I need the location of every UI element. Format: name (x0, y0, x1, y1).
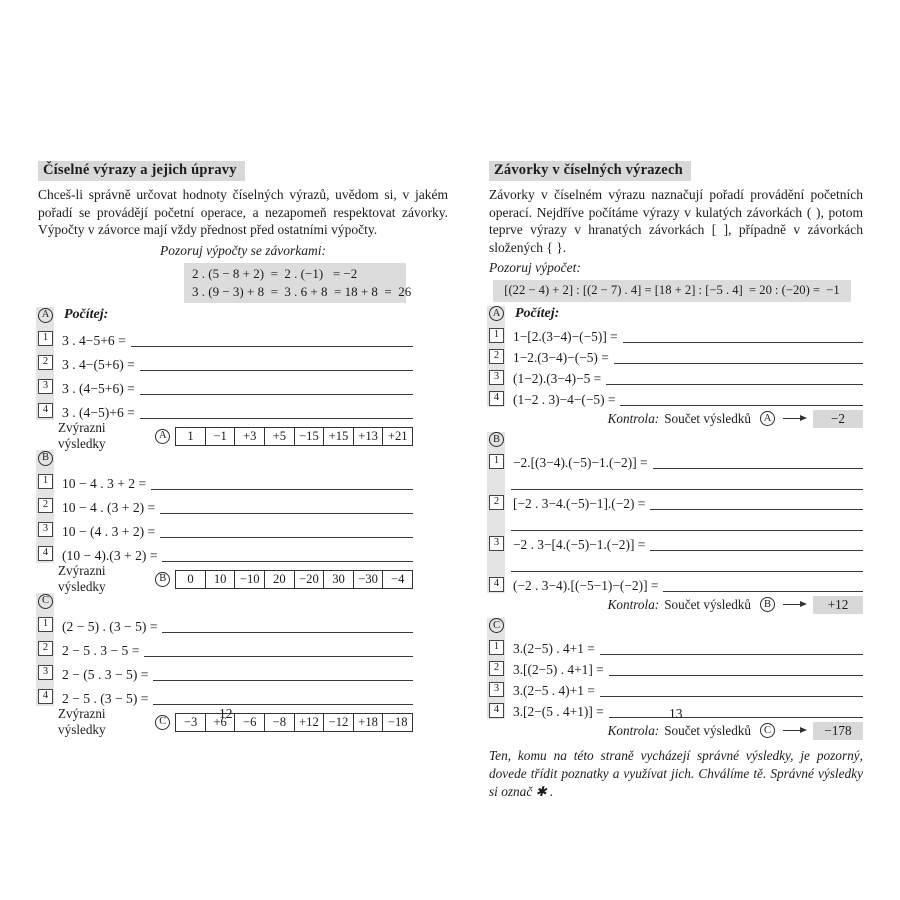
exercise-row (489, 492, 863, 513)
exercise-row (489, 679, 863, 700)
kontrola-row (489, 596, 863, 614)
section-c (38, 592, 413, 708)
expression: 3.[(2−5) . 4+1] = (513, 661, 604, 677)
result-cell: +13 (353, 427, 384, 446)
observe-label: Pozoruj výpočet: (489, 260, 581, 276)
answer-line (160, 537, 413, 538)
expression: (1−2 . 3)−4−(−5) = (513, 391, 616, 407)
exercise-row (489, 574, 863, 595)
item-number: 2 (489, 495, 504, 510)
answer-line-continuation (511, 554, 863, 572)
result-cell: 30 (323, 570, 354, 589)
answer-line (600, 696, 863, 697)
answer-line (653, 468, 863, 469)
kontrola-label: Kontrola: (607, 722, 660, 738)
answer-line (620, 405, 863, 406)
exercise-row (38, 612, 413, 636)
kontrola-value: −2 (813, 410, 863, 428)
result-cell: −3 (175, 713, 206, 732)
section-letter-badge: A (155, 429, 170, 444)
item-number: 3 (38, 379, 53, 394)
result-cell: 0 (175, 570, 206, 589)
results-row (58, 420, 413, 452)
section-letter-badge: B (760, 597, 775, 612)
exercise-row (489, 533, 863, 554)
answer-line (160, 513, 413, 514)
exercise-row (38, 517, 413, 541)
exercise-row (38, 398, 413, 422)
result-cell: −4 (382, 570, 413, 589)
answer-line (140, 418, 413, 419)
exercise-row (38, 541, 413, 565)
answer-line (609, 717, 863, 718)
expression: 3.(2−5) . 4+1 = (513, 640, 595, 656)
answer-line (131, 346, 413, 347)
exercise-row (38, 660, 413, 684)
answer-line (663, 591, 863, 592)
section-letter-badge: B (489, 432, 504, 447)
answer-line-continuation (511, 513, 863, 531)
answer-line (153, 704, 413, 705)
section-letter-badge: C (38, 594, 53, 609)
example-line: 3 . (9 − 3) + 8 = 3 . 6 + 8 = 18 + 8 = 26 (192, 283, 412, 299)
example-line: [(22 − 4) + 2] : [(2 − 7) . 4] = [18 + 2] : [−5 . 4] = 20 : (−20) = −1 (504, 283, 840, 298)
section-a (38, 306, 413, 422)
kontrola-label: Kontrola: (607, 596, 660, 612)
result-cell: +12 (294, 713, 325, 732)
result-cell: +15 (323, 427, 354, 446)
expression: −2.[(3−4).(−5)−1.(−2)] = (513, 454, 648, 470)
result-cell: −15 (294, 427, 325, 446)
section-letter-badge: A (760, 411, 775, 426)
item-number: 3 (489, 536, 504, 551)
answer-line (623, 342, 863, 343)
exercise-row (38, 636, 413, 660)
expression: 10 − 4 . (3 + 2) = (62, 500, 156, 516)
soucet-label: Součet výsledků (664, 596, 751, 612)
item-number: 2 (38, 498, 53, 513)
exercise-row (38, 374, 413, 398)
item-number: 4 (38, 403, 53, 418)
page-number: 12 (219, 706, 233, 721)
exercise-row (489, 325, 863, 346)
results-table (175, 427, 413, 446)
exercise-row (38, 493, 413, 517)
item-number: 1 (489, 640, 504, 655)
result-cell: +3 (234, 427, 265, 446)
exercise-row (38, 326, 413, 350)
exercise-row (38, 684, 413, 708)
item-number: 2 (38, 355, 53, 370)
answer-line (650, 509, 863, 510)
arrow-right-icon (783, 730, 805, 731)
item-number: 1 (38, 474, 53, 489)
kontrola-row (489, 410, 863, 428)
arrow-right-icon (783, 418, 805, 419)
section-b (489, 431, 863, 595)
expression: (10 − 4).(3 + 2) = (62, 548, 158, 564)
item-number: 4 (38, 546, 53, 561)
result-cell: −20 (294, 570, 325, 589)
item-number: 4 (489, 577, 504, 592)
answer-line (600, 654, 863, 655)
soucet-label: Součet výsledků (664, 722, 751, 738)
left-page (38, 161, 448, 738)
exercise-row (489, 658, 863, 679)
expression: 10 − (4 . 3 + 2) = (62, 524, 156, 540)
result-cell: −10 (234, 570, 265, 589)
intro-paragraph: Závorky v číselném výrazu naznačují pořadí provádění početních operací. Nejdříve počítáme výrazy v kulatých závorkách ( ), potom teprve výrazy v hranatých závorkách [ ], případně v závorkách složených { }. (489, 187, 863, 255)
result-cell: +6 (205, 713, 236, 732)
results-row (58, 706, 413, 738)
answer-line (144, 656, 413, 657)
result-cell: −12 (323, 713, 354, 732)
exercise-row (489, 367, 863, 388)
expression: 1−[2.(3−4)−(−5)] = (513, 328, 618, 344)
result-cell: +18 (353, 713, 384, 732)
item-number: 4 (489, 703, 504, 718)
result-cell: 10 (205, 570, 236, 589)
answer-line (140, 370, 413, 371)
result-cell: −1 (205, 427, 236, 446)
intro-paragraph: Chceš-li správně určovat hodnoty číselných výrazů, uvědom si, v jakém pořadí se provádějí početní operace, a nezapomeň respektovat závorky. Výpočty v závorce mají vždy přednost před ostatními výpočty. (38, 187, 448, 238)
page-number: 13 (669, 706, 683, 721)
example-line: 2 . (5 − 8 + 2) = 2 . (−1) = −2 (192, 265, 358, 281)
answer-line (151, 489, 413, 490)
zvyrazni-label: Zvýrazni výsledky (58, 706, 106, 738)
section-b (38, 449, 413, 565)
kontrola-value: +12 (813, 596, 863, 614)
results-table (175, 570, 413, 589)
answer-line (614, 363, 863, 364)
expression: 3.(2−5 . 4)+1 = (513, 682, 595, 698)
soucet-label: Součet výsledků (664, 410, 751, 426)
item-number: 4 (489, 391, 504, 406)
zvyrazni-label: Zvýrazni výsledky (58, 420, 106, 452)
page-title: Číselné výrazy a jejich úpravy (38, 161, 245, 181)
item-number: 4 (38, 689, 53, 704)
expression: (−2 . 3−4).[(−5−1)−(−2)] = (513, 577, 659, 593)
kontrola-value: −178 (813, 722, 863, 740)
pocitej-label: Počítej: (64, 307, 109, 323)
section-letter-badge: A (38, 308, 53, 323)
result-cell: +5 (264, 427, 295, 446)
result-cell: +21 (382, 427, 413, 446)
item-number: 3 (489, 370, 504, 385)
exercise-row (489, 346, 863, 367)
section-header (38, 306, 413, 324)
result-cell: 20 (264, 570, 295, 589)
section-header (489, 617, 863, 635)
section-letter-badge: C (760, 723, 775, 738)
section-header (38, 449, 413, 467)
section-letter-badge: B (155, 572, 170, 587)
answer-line-continuation (511, 472, 863, 490)
result-cell: 1 (175, 427, 206, 446)
section-letter-badge: C (489, 618, 504, 633)
example-box (184, 263, 412, 303)
answer-line (140, 394, 413, 395)
expression: 3 . 4−(5+6) = (62, 357, 135, 373)
expression: 2 − (5 . 3 − 5) = (62, 667, 149, 683)
section-letter-badge: B (38, 451, 53, 466)
expression: 3 . 4−5+6 = (62, 333, 126, 349)
result-cell: −8 (264, 713, 295, 732)
expression: 2 − 5 . 3 − 5 = (62, 643, 140, 659)
item-number: 3 (489, 682, 504, 697)
expression: 3 . (4−5+6) = (62, 381, 135, 397)
item-number: 1 (489, 328, 504, 343)
kontrola-label: Kontrola: (607, 410, 660, 426)
answer-line (606, 384, 863, 385)
results-table (175, 713, 413, 732)
answer-line (153, 680, 413, 681)
example-box (493, 280, 851, 302)
item-number: 1 (38, 331, 53, 346)
page-title: Závorky v číselných výrazech (489, 161, 691, 181)
section-letter-badge: A (489, 306, 504, 321)
exercise-row (38, 469, 413, 493)
item-number: 1 (489, 454, 504, 469)
result-cell: −18 (382, 713, 413, 732)
section-header (489, 431, 863, 449)
item-number: 3 (38, 665, 53, 680)
result-cell: −30 (353, 570, 384, 589)
answer-line (609, 675, 863, 676)
item-number: 1 (38, 617, 53, 632)
section-header (38, 592, 413, 610)
expression: 1−2.(3−4)−(−5) = (513, 349, 609, 365)
item-number: 3 (38, 522, 53, 537)
section-header (489, 305, 863, 323)
section-letter-badge: C (155, 715, 170, 730)
kontrola-row (489, 722, 863, 740)
expression: (1−2).(3−4)−5 = (513, 370, 602, 386)
right-page (489, 161, 863, 801)
expression: −2 . 3−[4.(−5)−1.(−2)] = (513, 536, 646, 552)
results-row (58, 563, 413, 595)
item-number: 2 (489, 661, 504, 676)
footer-note: Ten, komu na této straně vycházejí správné výsledky, je pozorný, dovede třídit poznatky a využívat jich. Chválíme tě. Správné výsledky si označ ✱ . (489, 747, 863, 799)
pocitej-label: Počítej: (515, 305, 560, 321)
exercise-row (489, 637, 863, 658)
exercise-row (489, 388, 863, 409)
result-cell: −6 (234, 713, 265, 732)
item-number: 2 (489, 349, 504, 364)
expression: [−2 . 3−4.(−5)−1].(−2) = (513, 495, 646, 511)
zvyrazni-label: Zvýrazni výsledky (58, 563, 106, 595)
exercise-row (38, 350, 413, 374)
expression: 3.[2−(5 . 4+1)] = (513, 703, 604, 719)
answer-line (650, 550, 863, 551)
answer-line (162, 561, 413, 562)
expression: 2 − 5 . (3 − 5) = (62, 691, 149, 707)
arrow-right-icon (783, 604, 805, 605)
expression: 10 − 4 . 3 + 2 = (62, 476, 147, 492)
section-a (489, 305, 863, 409)
exercise-row (489, 451, 863, 472)
expression: 3 . (4−5)+6 = (62, 405, 135, 421)
observe-label: Pozoruj výpočty se závorkami: (159, 242, 327, 258)
expression: (2 − 5) . (3 − 5) = (62, 619, 158, 635)
item-number: 2 (38, 641, 53, 656)
answer-line (162, 632, 413, 633)
